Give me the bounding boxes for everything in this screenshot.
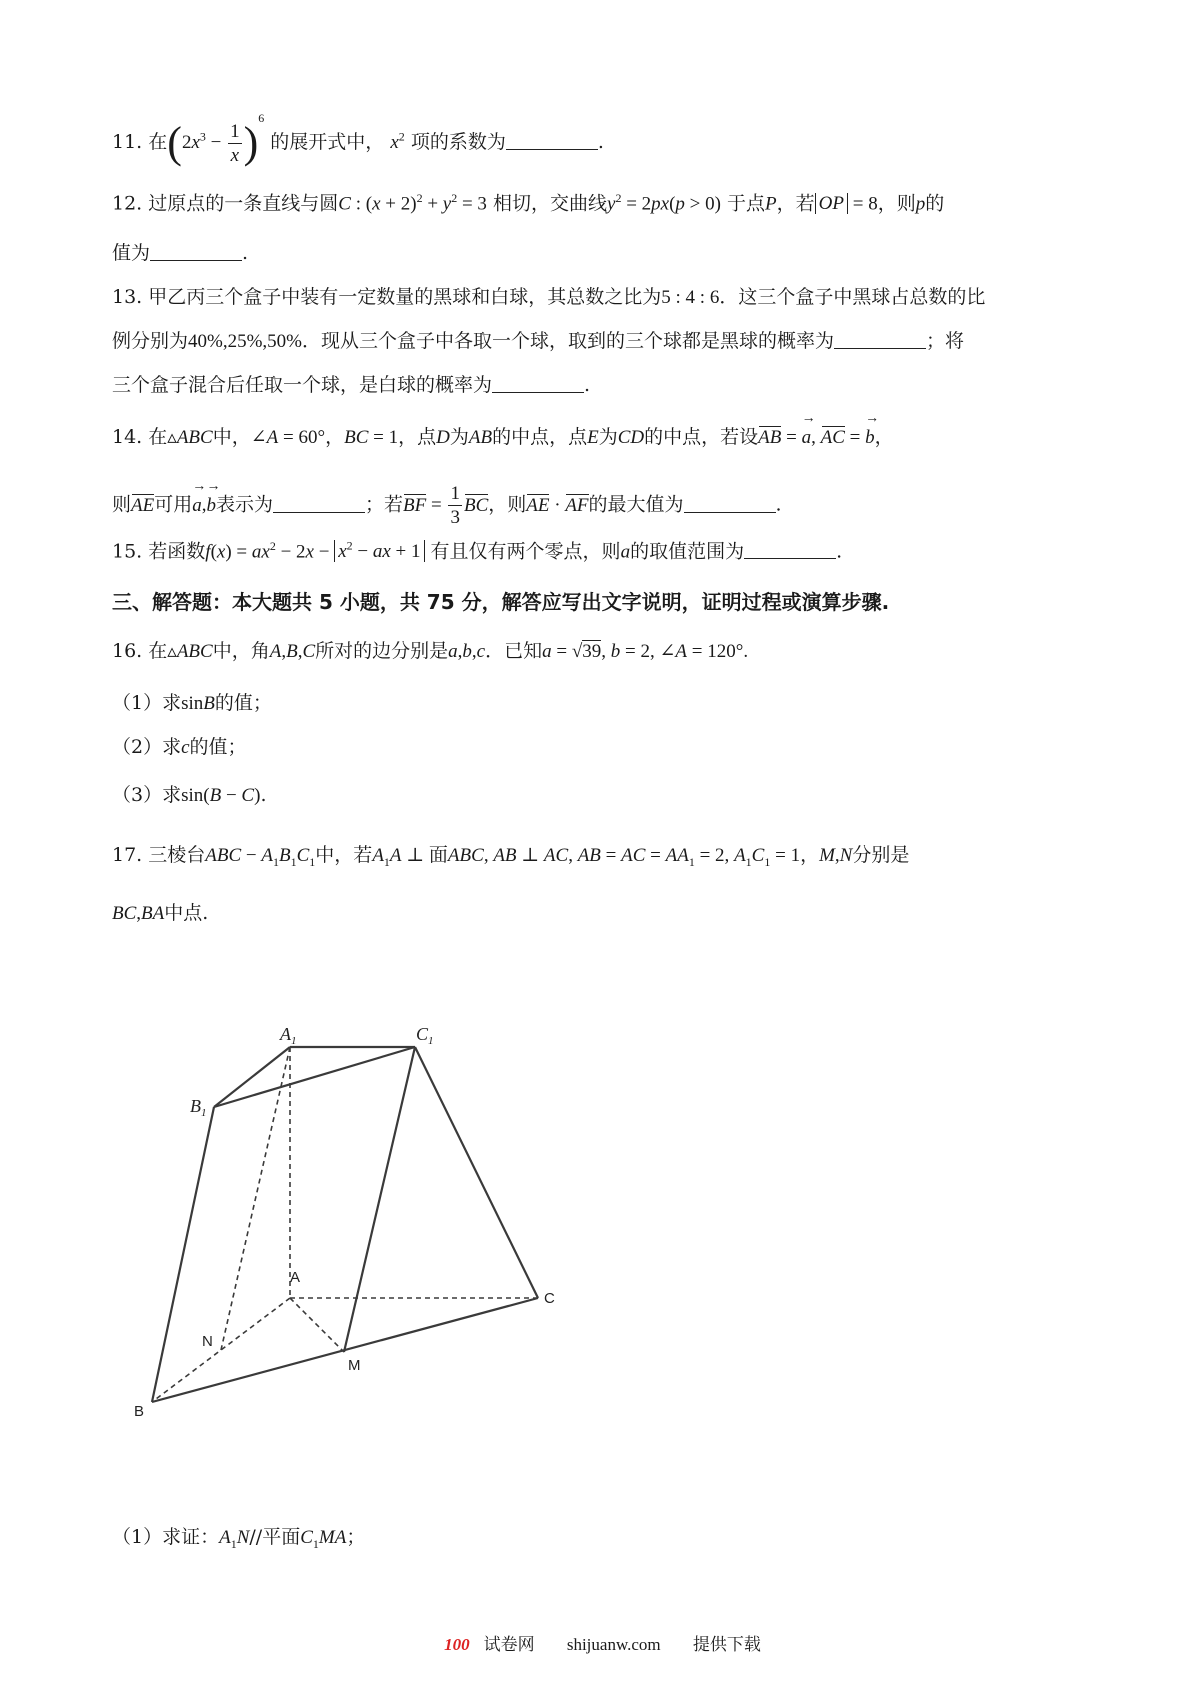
site-logo: 100 bbox=[444, 1635, 470, 1654]
q14-answer-blank-2 bbox=[684, 496, 776, 513]
question-13-line2: 例分别为40%,25%,50%．现从三个盒子中各取一个球，取到的三个球都是黑球的概率为 ；将 bbox=[112, 330, 965, 352]
q12-number: 12. bbox=[112, 192, 143, 215]
label-c: C bbox=[544, 1290, 555, 1307]
q12-answer-blank bbox=[150, 244, 242, 261]
edge-a1-b1 bbox=[214, 1047, 290, 1107]
q15-answer-blank bbox=[744, 542, 836, 559]
q11-post: 的展开式中， bbox=[270, 131, 385, 153]
q11-answer-blank bbox=[506, 133, 598, 150]
footer-provide: 提供下载 bbox=[692, 1635, 761, 1654]
q11-fraction: $\frac{1}{x}$ bbox=[230, 120, 240, 166]
question-17-line2: BC,BA中点. bbox=[112, 902, 209, 924]
edge-c1-c bbox=[415, 1047, 538, 1298]
label-c1: $C_1$ bbox=[416, 1024, 434, 1047]
edge-b1-b bbox=[152, 1107, 214, 1402]
question-11: 11. 在($2x^3$ − $\frac{1}{x}$ )$^6$ 的展开式中， $x^2$ 项的系数为 . bbox=[112, 111, 604, 167]
q11-term: 项的系数为 bbox=[410, 131, 506, 153]
question-12-line2: 值为 . bbox=[112, 242, 249, 264]
question-14: 14. 在▵ABC中，∠A = 60°，BC = 1，点D为AB的中点，点E为CD的中点，若设AB = a →, AC = b →， bbox=[112, 428, 894, 447]
page-footer bbox=[0, 1630, 1191, 1655]
q13-number: 13. bbox=[112, 286, 143, 308]
label-a: A bbox=[290, 1269, 301, 1286]
frustum-figure bbox=[130, 1020, 630, 1440]
question-15: 15. 若函数$f(x) = ax^2 - 2x - x^2$ − ax + 1 有且仅有两个零点，则a的取值范围为 . bbox=[112, 539, 843, 563]
question-16-part-2: （2）求c的值； bbox=[112, 736, 247, 758]
edge-c1-m bbox=[344, 1047, 415, 1352]
question-12: 12. 过原点的一条直线与圆C : $(x + 2)^2 + y^2 = 3$ 相切，交曲线$y^2 = 2px(p > 0)$ 于点P，若 OP = 8，则p的 bbox=[112, 191, 945, 215]
site-name: 试卷网 bbox=[483, 1635, 535, 1654]
section-3-heading: 三、解答题：本大题共 5 小题，共 75 分，解答应写出文字说明，证明过程或演算步骤. bbox=[112, 590, 890, 614]
question-13-line3: 三个盒子混合后任取一个球，是白球的概率为 . bbox=[112, 374, 591, 396]
edge-a-m bbox=[290, 1298, 344, 1352]
q15-number: 15. bbox=[112, 540, 143, 563]
question-16: 16. 在▵ABC中，角A,B,C所对的边分别是a,b,c．已知a = √39, b = 2, ∠A = 120°. bbox=[112, 640, 749, 662]
label-a1: $A_1$ bbox=[280, 1024, 297, 1047]
label-b1: $B_1$ bbox=[190, 1096, 207, 1119]
q14-answer-blank-1 bbox=[273, 496, 365, 513]
q13-percents: 40%,25%,50% bbox=[188, 331, 302, 352]
question-17: 17. 三棱台ABC − $A_1B_1C_1$中，若$A_1A$ ⊥ 面ABC, AB ⊥ AC, AB = AC = $AA_1 = 2$, $A_1C_1 = 1$，M,N分别是 bbox=[112, 844, 910, 869]
q14-number: 14. bbox=[112, 426, 143, 448]
site-domain: shijuanw.com bbox=[566, 1635, 661, 1654]
q13-answer-blank-1 bbox=[834, 332, 926, 349]
label-n: N bbox=[202, 1333, 213, 1350]
q17-number: 17. bbox=[112, 844, 143, 866]
label-m: M bbox=[348, 1357, 361, 1374]
q11-pre: 在 bbox=[148, 131, 168, 153]
question-17-part-1: （1）求证：$A_1N//$平面$C_1MA$； bbox=[112, 1526, 366, 1551]
question-16-part-1: （1）求sinB的值； bbox=[112, 692, 272, 714]
edge-b1-c1 bbox=[214, 1047, 415, 1107]
q13-ratio: 5 : 4 : 6 bbox=[661, 287, 720, 308]
q11-number: 11. bbox=[112, 131, 143, 153]
label-b: B bbox=[134, 1403, 145, 1420]
q13-answer-blank-2 bbox=[492, 376, 584, 393]
question-16-part-3: （3）求sin(B − C). bbox=[112, 784, 267, 806]
q16-number: 16. bbox=[112, 640, 143, 662]
edge-b-c bbox=[152, 1298, 538, 1402]
question-13: 13. 甲乙丙三个盒子中装有一定数量的黑球和白球，其总数之比为5 : 4 : 6．这三个盒子中黑球占总数的比 bbox=[112, 286, 986, 308]
question-14-line2: 则AE可用a →,b →表示为 ；若BF = $\frac{1}{3}$ BC，则AE · AF的最大值为 . bbox=[112, 484, 782, 527]
